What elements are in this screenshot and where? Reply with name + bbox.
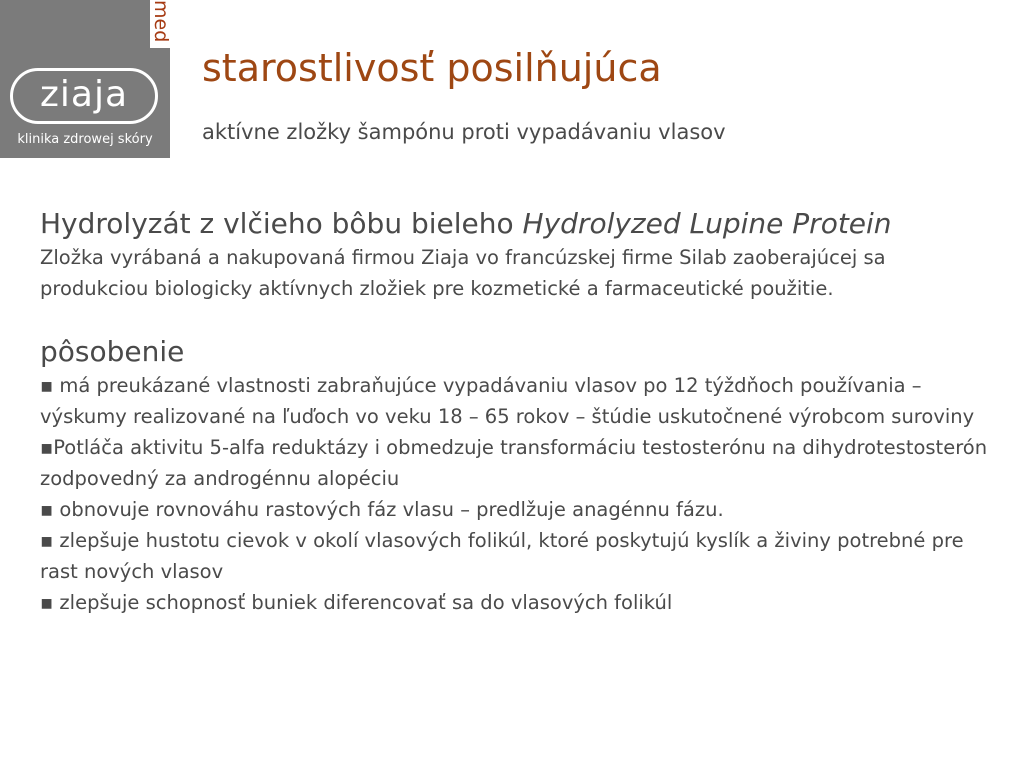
ingredient-name: Hydrolyzát z vlčieho bôbu bieleho (40, 207, 523, 240)
slide-content (40, 206, 1000, 618)
effect-bullet: ▪ zlepšuje schopnosť buniek diferencovať sa do vlasových folikúl (40, 591, 673, 614)
ziaja-logo (0, 0, 170, 158)
effect-bullet: ▪Potláča aktivitu 5-alfa reduktázy i obmedzuje transformáciu testosterónu na dihydrotestosterón zodpovedný za androgénnu alopéciu (40, 436, 988, 490)
slide-subtitle: aktívne zložky šampónu proti vypadávaniu vlasov (202, 120, 726, 144)
effects-heading: pôsobenie (40, 335, 185, 368)
slide-title: starostlivosť posilňujúca (202, 46, 662, 90)
logo-brand-text: ziaja (10, 68, 158, 124)
effect-bullet: ▪ zlepšuje hustotu cievok v okolí vlasových folikúl, ktoré poskytujú kyslík a živiny potrebné pre rast nových vlasov (40, 529, 964, 583)
ingredient-heading (40, 206, 1000, 242)
ingredient-latin-name: Hydrolyzed Lupine Protein (522, 207, 892, 240)
logo-med-text: med (150, 0, 172, 43)
logo-tagline: klinika zdrowej skóry (17, 132, 153, 147)
effect-bullet: ▪ má preukázané vlastnosti zabraňujúce vypadávaniu vlasov po 12 týždňoch používania – výskumy realizované na ľuďoch vo veku 18 – 65 rokov – štúdie uskutočnené výrobcom suroviny (40, 374, 975, 428)
section-spacer (40, 304, 1000, 334)
ingredient-description: Zložka vyrábaná a nakupovaná firmou Ziaja vo francúzskej firme Silab zaoberajúcej sa produkciou biologicky aktívnych zložiek pre kozmetické a farmaceutické použitie. (40, 246, 886, 300)
effect-bullet: ▪ obnovuje rovnováhu rastových fáz vlasu – predlžuje anagénnu fázu. (40, 498, 724, 521)
logo-med-label (150, 0, 172, 48)
